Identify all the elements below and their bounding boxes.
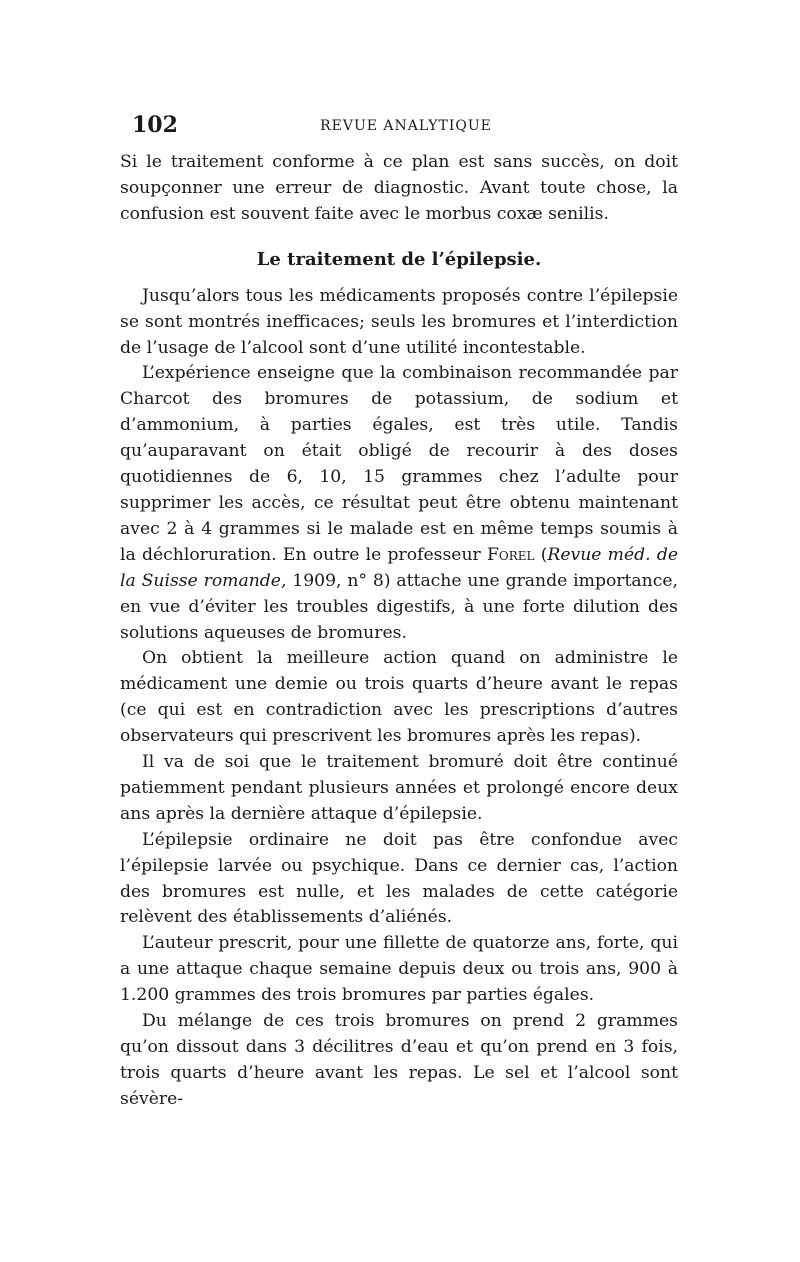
page-number: 102	[132, 112, 178, 138]
paragraph-1: Si le traitement conforme à ce plan est sans succès, on doit soupçonner une erreur de diagnostic. Avant toute chose, la confusion est souvent faite avec le morbus coxæ senilis.	[120, 152, 678, 224]
article-body	[120, 150, 678, 1113]
paragraph-7: L’auteur prescrit, pour une fillette de quatorze ans, forte, qui a une attaque chaque semaine depuis deux ou trois ans, 900 à 1.200 grammes des trois bromures par parties égales.	[120, 933, 678, 1006]
running-title: REVUE ANALYTIQUE	[320, 118, 492, 134]
journal-reference: Revue méd. de la Suisse romande,	[120, 544, 678, 591]
paragraph-2: Jusqu’alors tous les médicaments proposés contre l’épilepsie se sont montrés inefficaces; seuls les bromures et l’interdiction de l’usage de l’alcool sont d’une utilité incontestable.	[120, 285, 678, 358]
paragraph-8: Du mélange de ces trois bromures on prend 2 grammes qu’on dissout dans 3 décilitres d’eau et qu’on prend en 3 fois, trois quarts d’heure avant les repas. Le sel et l’alcool sont sévère-	[120, 1011, 678, 1109]
paragraph-6: L’épilepsie ordinaire ne doit pas être confondue avec l’épilepsie larvée ou psychique. Dans ce dernier cas, l’action des bromures est nulle, et les malades de cette catégorie relèvent des établissements d’aliénés.	[120, 829, 678, 928]
paragraph-5: Il va de soi que le traitement bromuré doit être continué patiemment pendant plusieurs années et prolongé encore deux ans après la dernière attaque d’épilepsie.	[120, 752, 678, 824]
page-header	[132, 112, 680, 142]
section-title: Le traitement de l’épilepsie.	[256, 248, 542, 270]
paragraph-4: On obtient la meilleure action quand on administre le médicament une demie ou trois quarts d’heure avant le repas (ce qui est en contradiction avec les prescriptions d’autres observateurs qui prescrivent les bromures après les repas).	[120, 648, 678, 747]
author-forel: Forel	[486, 544, 535, 565]
paragraph-3: L’expérience enseigne que la combinaison recommandée par Charcot des bromures de potassium, de sodium et d’ammonium, à parties égales, est très utile. Tandis qu’auparavant on était obligé de recourir à des doses quotidiennes de 6, 10, 15 grammes chez l’adulte pour supprimer les accès, ce résultat peut être obtenu maintenant avec 2 à 4 grammes si le malade est en même temps soumis à la déchloruration. En outre le professeur Forel (Revue méd. de la Suisse romande, 1909, n° 8) attache une grande importance, en vue d’éviter les troubles digestifs, à une forte dilution des solutions aqueuses de bromures.	[120, 363, 678, 643]
paragraph-3-text-a: L’expérience enseigne que la combinaison recommandée par Charcot des bromures de potassium, de sodium et d’ammonium, à parties égales, est très utile. Tandis qu’auparavant on était obligé de recourir à des doses quotidiennes de 6, 10, 15 grammes chez l’adulte pour supprimer les accès, ce résultat peut être obtenu maintenant avec 2 à 4 grammes si le malade est en même temps soumis à la déchloruration. En outre le professeur	[120, 363, 678, 565]
paragraph-3-text-b: 1909, n° 8) attache une grande importance, en vue d’éviter les troubles digestifs, à une forte dilution des solutions aqueuses de bromures.	[120, 570, 678, 643]
